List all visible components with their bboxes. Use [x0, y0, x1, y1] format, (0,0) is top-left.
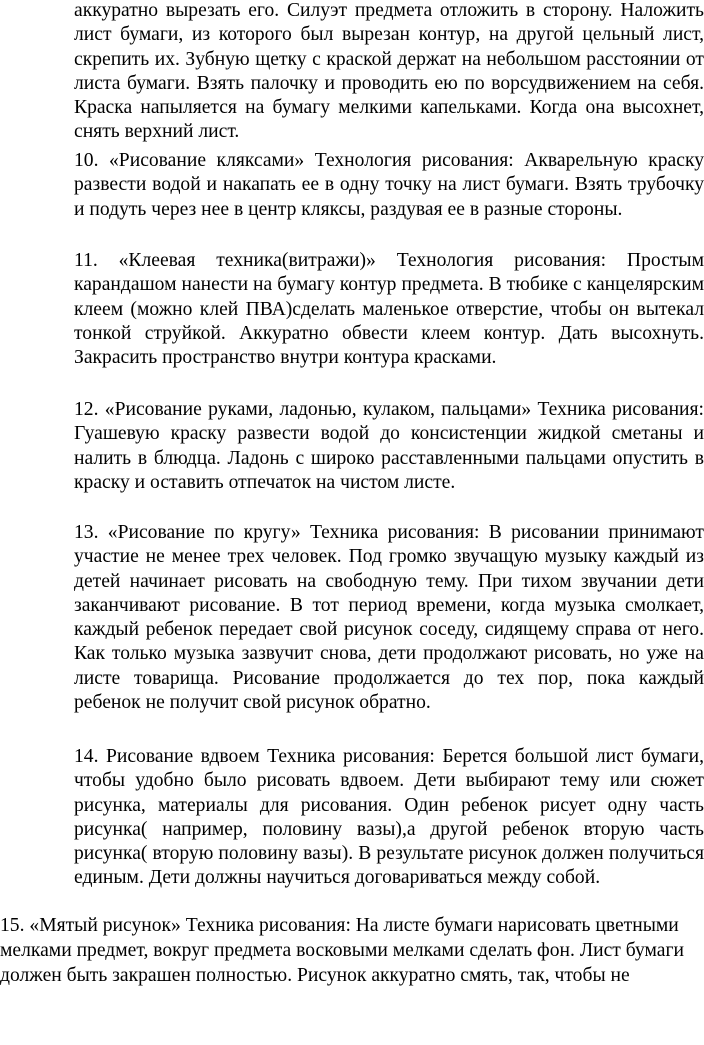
- paragraph-text: 13. «Рисование по кругу» Техника рисования: В рисовании принимают участие не менее трех человек. Под громко звучащую музыку каждый из детей начинает рисовать на свободную тему. При тихом звучании дети заканчивают рисование. В тот период времени, когда музыка смолкает, каждый ребенок передает свой рисунок соседу, сидящему справа от него. Как только музыка зазвучит снова, дети продолжают рисовать, но уже на листе товарища. Рисование продолжается до тех пор, пока каждый ребенок не получит свой рисунок обратно.: [74, 522, 704, 713]
- paragraph-text: аккуратно вырезать его. Силуэт предмета отложить в сторону. Наложить лист бумаги, из которого был вырезан контур, на другой цельный лист, скрепить их. Зубную щетку с краской держат на небольшом расстоянии от листа бумаги. Взять палочку и проводить ею по ворсудвижением на себя. Краска напыляется на бумагу мелкими капельками. Когда она высохнет, снять верхний лист.: [74, 0, 704, 143]
- paragraph-text: 12. «Рисование руками, ладонью, кулаком, пальцами» Техника рисования: Гуашевую краску развести водой до консистенции жидкой сметаны и налить в блюдца. Ладонь с широко расставленными пальцами опустить в краску и оставить отпечаток на чистом листе.: [74, 399, 704, 493]
- paragraph-12: [74, 398, 704, 495]
- paragraph-10: [74, 149, 704, 222]
- paragraph-14: [74, 745, 704, 891]
- paragraph-text: 10. «Рисование кляксами» Технология рисования: Акварельную краску развести водой и накапать ее в одну точку на лист бумаги. Взять трубочку и подуть через нее в центр кляксы, раздувая ее в разные стороны.: [74, 150, 704, 220]
- paragraph-text: 15. «Мятый рисунок» Техника рисования: На листе бумаги нарисовать цветными мелками предмет, вокруг предмета восковыми мелками сделать фон. Лист бумаги должен быть закрашен полностью. Рисунок аккуратно смять, так, чтобы не: [0, 915, 685, 986]
- paragraph-11: [74, 249, 704, 370]
- paragraph-text: 11. «Клеевая техника(витражи)» Технология рисования: Простым карандашом нанести на бумагу контур предмета. В тюбике с канцелярским клеем (можно клей ПВА)сделать маленькое отверстие, чтобы он вытекал тонкой струйкой. Аккуратно обвести клеем контур. Дать высохнуть. Закрасить пространство внутри контура красками.: [74, 250, 704, 368]
- paragraph-9-continuation: [74, 0, 704, 145]
- paragraph-13: [74, 521, 704, 715]
- paragraph-text: 14. Рисование вдвоем Техника рисования: Берется большой лист бумаги, чтобы удобно было рисовать вдвоем. Дети выбирают тему или сюжет рисунка, материалы для рисования. Один ребенок рисует одну часть рисунка( например, половину вазы),а другой ребенок вторую часть рисунка( вторую половину вазы). В результате рисунок должен получиться единым. Дети должны научиться договариваться между собой.: [74, 746, 704, 889]
- paragraph-15: [0, 913, 704, 988]
